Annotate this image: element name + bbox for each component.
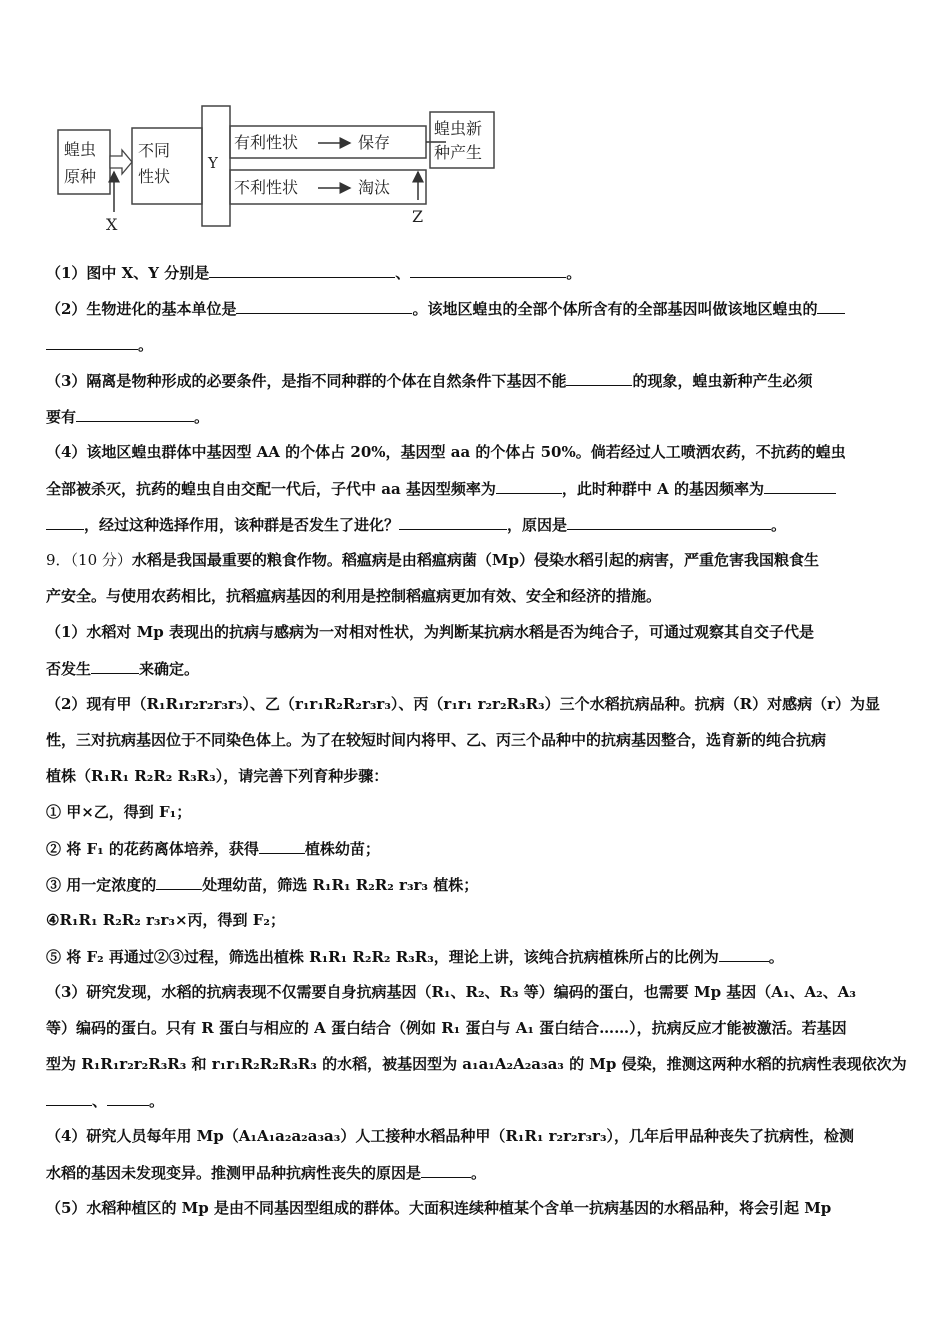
unfavorable-label: 不利性状 [234,178,299,197]
q8-p3-blank-1[interactable] [566,370,632,386]
q9-step2-blank[interactable] [259,838,305,854]
evolution-flow-diagram [0,0,950,240]
original-species-line2: 原种 [64,167,97,186]
q8-p4-text-d: ，经过这种选择作用，该种群是否发生了进化？ [84,516,400,534]
q9-intro [46,550,908,570]
q9-step2 [46,838,908,859]
q9-step2-text-b: 植株幼苗； [304,840,380,858]
q8-p2-blank-1[interactable] [236,298,412,314]
q9-step1-text: ① 甲×乙，得到 F₁； [46,803,192,821]
q8-p2-text-b: 。该地区蝗虫的全部个体所含有的全部基因叫做该地区蝗虫的 [412,300,818,318]
q8-part3-cont [46,406,908,427]
q9-part4 [46,1126,908,1146]
q9-part1 [46,622,908,642]
q8-p4-blank-2b[interactable] [46,514,84,530]
q9-part4-line2 [46,1162,908,1183]
q9-s4-blank[interactable] [421,1162,471,1178]
q9-target-genotype: R₁R₁ R₂R₂ R₃R₃ [91,767,216,785]
q8-p4-blank-3[interactable] [399,514,507,530]
q8-p2-end: 。 [138,336,154,354]
q8-p4-blank-2a[interactable] [764,478,836,494]
q9-step5 [46,946,908,967]
label-z: Z [412,207,424,226]
q9-part3-line3 [46,1054,908,1074]
variation-line1: 不同 [138,141,171,160]
q9-s2-text-f: 植株（ [46,767,92,785]
q8-p4-text-c: ，此时种群中 A 的基因频率为 [561,480,764,498]
q9-step5-text: ⑤ 将 F₂ 再通过②③过程，筛选出植株 R₁R₁ R₂R₂ R₃R₃，理论上讲，该纯合抗病植株所占的比例为 [46,948,719,966]
q9-part3-line4 [46,1090,908,1111]
q8-p3-text-c: 要有 [46,408,77,426]
q9-step3-text: ③ 用一定浓度的 [46,876,157,894]
q9-s3-blank-1[interactable] [46,1090,92,1106]
q8-p4-text-b: 全部被杀灭，抗药的蝗虫自由交配一代后，子代中 aa 基因型频率为 [46,480,496,498]
q9-s3-text-a: （3）研究发现，水稻的抗病表现不仅需要自身抗病基因（R₁、R₂、R₃ 等）编码的蛋白，也需要 Mp 基因（A₁、A₂、A₃ [46,983,856,1001]
variation-line2: 性状 [138,167,171,186]
q9-s3-sep: 、 [92,1092,108,1110]
q9-part1-cont [46,658,908,679]
q8-p4-text-e: ，原因是 [507,516,568,534]
q9-s1-text-b: 否发生 [46,660,92,678]
q8-p3-end: 。 [194,408,210,426]
q9-s3-end: 。 [149,1092,165,1110]
q9-number: 9． [46,551,71,569]
q9-s5-text-a: （5）水稻种植区的 Mp 是由不同基因型组成的群体。大面积连续种植某个含单一抗病基因的水稻品种，将会引起 Mp [46,1199,832,1217]
q9-s2-text-a: （2）现有甲（ [46,695,147,713]
q9-s3-blank-2[interactable] [107,1090,149,1106]
q8-p2-text: （2）生物进化的基本单位是 [46,300,237,318]
q8-part3 [46,370,908,391]
q8-p1-sep: 、 [395,264,411,282]
q8-part4 [46,442,908,462]
q9-part5 [46,1198,908,1218]
q8-p1-end: 。 [566,264,582,282]
q9-genotype-bing: r₁r₁ r₂r₂R₃R₃ [443,695,545,713]
q8-part2-cont [46,334,908,355]
q9-s2-text-d: ）三个水稻抗病品种。抗病（R）对感病（r）为显 [544,695,880,713]
q9-part3 [46,982,908,1002]
q9-intro-b-text: 产安全。与使用农药相比，抗稻瘟病基因的利用是控制稻瘟病更加有效、安全和经济的措施。 [46,587,662,605]
q9-step1 [46,802,908,822]
q8-p3-blank-2[interactable] [76,406,194,422]
q8-p4-blank-1[interactable] [496,478,562,494]
q8-p3-text: （3）隔离是物种形成的必要条件，是指不同种群的个体在自然条件下基因不能 [46,372,567,390]
new-species-line1: 蝗虫新 [434,119,483,138]
favorable-label: 有利性状 [234,133,299,152]
keep-label: 保存 [358,133,391,152]
q8-p1-text: （1）图中 X、Y 分别是 [46,264,210,282]
q9-score: （10 分） [70,551,132,569]
q8-p4-text: （4）该地区蝗虫群体中基因型 AA 的个体占 20%，基因型 aa 的个体占 50%。倘若经过人工喷洒农药，不抗药的蝗虫 [46,443,846,461]
q9-step5-blank[interactable] [719,946,769,962]
new-species-line2: 种产生 [434,143,483,162]
original-species-line1: 蝗虫 [64,140,97,159]
q9-part3-line2 [46,1018,908,1038]
q9-part2-line2 [46,730,908,750]
q9-s4-text-b: 水稻的基因未发现变异。推测甲品种抗病性丧失的原因是 [46,1164,422,1182]
q9-step5-end: 。 [768,948,784,966]
variation-box [132,128,202,204]
q9-intro-b [46,586,908,606]
q9-step4-text: ④R₁R₁ R₂R₂ r₃r₃×丙，得到 F₂； [46,911,285,929]
eliminate-label: 淘汰 [358,178,391,197]
label-x: X [106,215,118,234]
q9-part2-line3 [46,766,908,786]
q8-p1-blank-y[interactable] [410,262,566,278]
q9-s2-text-c: ）、丙（ [390,695,444,713]
q8-part4-line3 [46,514,908,535]
q9-step2-text: ② 将 F₁ 的花药离体培养，获得 [46,840,259,858]
q9-s3-text-c: 型为 R₁R₁r₂r₂R₃R₃ 和 r₁r₁R₂R₂R₃R₃ 的水稻，被基因型为 a₁a₁A₂A₂a₃a₃ 的 Mp 侵染，推测这两种水稻的抗病性表现依次为 [46,1055,907,1073]
q8-p1-blank-x[interactable] [209,262,395,278]
q9-s1-text-c: 来确定。 [139,660,200,678]
q8-part4-line2 [46,478,908,499]
q9-s1-text: （1）水稻对 Mp 表现出的抗病与感病为一对相对性状，为判断某抗病水稻是否为纯合子，可通过观察其自交子代是 [46,623,814,641]
label-y: Y [208,154,218,172]
q9-genotype-yi: r₁r₁R₂R₂r₃r₃ [294,695,391,713]
q9-part2 [46,694,908,714]
q9-s3-text-b: 等）编码的蛋白。只有 R 蛋白与相应的 A 蛋白结合（例如 R₁ 蛋白与 A₁ 蛋白结合……），抗病反应才能被激活。若基因 [46,1019,847,1037]
q8-part1 [46,262,908,283]
q9-step4 [46,910,908,930]
q8-p2-blank-2b[interactable] [46,334,138,350]
q9-s2-text-b: ）、乙（ [242,695,295,713]
q8-part2 [46,298,908,319]
hollow-arrow [110,150,132,174]
q8-p3-text-b: 的现象，蝗虫新种产生必须 [632,372,813,390]
q9-genotype-jia: R₁R₁r₂r₂r₃r₃ [146,695,243,713]
q9-step3-blank[interactable] [156,874,202,890]
q9-s2-text-g: ），请完善下列育种步骤： [215,767,389,785]
q9-s1-blank[interactable] [91,658,139,674]
q8-p4-blank-4[interactable] [567,514,771,530]
q9-s4-end: 。 [471,1164,487,1182]
q9-intro-a: 水稻是我国最重要的粮食作物。稻瘟病是由稻瘟病菌（Mp）侵染水稻引起的病害，严重危害我国粮食生 [131,551,820,569]
q9-step3-text-b: 处理幼苗，筛选 R₁R₁ R₂R₂ r₃r₃ 植株； [202,876,479,894]
q8-p4-end: 。 [771,516,787,534]
q9-s2-text-e: 性，三对抗病基因位于不同染色体上。为了在较短时间内将甲、乙、丙三个品种中的抗病基因整合，选育新的纯合抗病 [46,731,827,749]
q8-p2-blank-2a[interactable] [817,298,845,314]
q9-s4-text-a: （4）研究人员每年用 Mp（A₁A₁a₂a₂a₃a₃）人工接种水稻品种甲（R₁R₁ r₂r₂r₃r₃），几年后甲品种丧失了抗病性，检测 [46,1127,855,1145]
q9-step3 [46,874,908,895]
